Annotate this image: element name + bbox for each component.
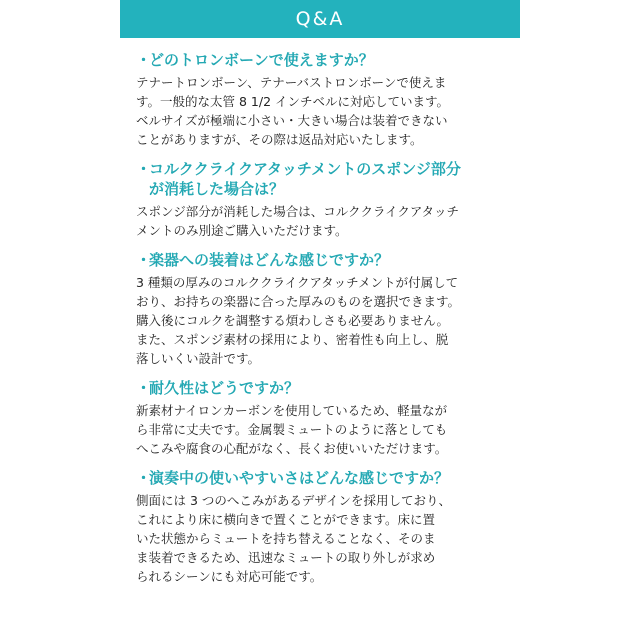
qa-item-sponge-wear	[136, 159, 520, 240]
answer-line: 購入後にコルクを調整する煩わしさも必要ありません。	[136, 313, 450, 328]
answer	[136, 73, 520, 149]
answer-line: 側面には 3 つのへこみがあるデザインを採用しており、	[136, 493, 452, 508]
answer-line: ベルサイズが極端に小さい・大きい場合は装着できない	[136, 113, 448, 128]
answer-line: す。一般的な太管 8 1/2 インチベルに対応しています。	[136, 94, 449, 109]
answer-line: メントのみ別途ご購入いただけます。	[136, 223, 348, 238]
question-text: 楽器への装着はどんな感じですか？	[149, 251, 390, 269]
answer-line: おり、お持ちの楽器に合った厚みのものを選択できます。	[136, 294, 461, 309]
question	[136, 468, 520, 488]
answer-line: ら非常に丈夫です。金属製ミュートのように落としても	[136, 422, 448, 437]
answer-line: いた状態からミュートを持ち替えることなく、そのま	[136, 531, 436, 546]
question-text: 演奏中の使いやすいさはどんな感じですか？	[149, 469, 450, 487]
qa-item-fitting	[136, 250, 520, 368]
answer-line: 新素材ナイロンカーボンを使用しているため、軽量なが	[136, 403, 448, 418]
question	[136, 378, 520, 398]
answer	[136, 401, 520, 458]
question-text: 耐久性はどうですか？	[149, 379, 300, 397]
question-text: どのトロンボーンで使えますか？	[149, 51, 374, 69]
answer-line: また、スポンジ素材の採用により、密着性も向上し、脱	[136, 332, 449, 347]
question-text-line2: が消耗した場合は？	[149, 180, 285, 198]
answer-line: 落しいくい設計です。	[136, 351, 261, 366]
answer	[136, 491, 520, 586]
qa-item-usability	[136, 468, 520, 586]
answer-line: 3 種類の厚みのコルククライクアタッチメントが付属して	[136, 275, 459, 290]
qa-list	[136, 50, 520, 596]
bullet-icon: ・	[136, 469, 152, 487]
header-banner	[120, 0, 520, 38]
answer	[136, 202, 520, 240]
answer-line: スポンジ部分が消耗した場合は、コルククライクアタッチ	[136, 204, 459, 219]
question	[136, 159, 520, 199]
answer-line: へこみや腐食の心配がなく、長くお使いいただけます。	[136, 441, 448, 456]
bullet-icon: ・	[136, 51, 152, 69]
qa-item-compatibility	[136, 50, 520, 149]
answer-line: これにより床に横向きで置くことができます。床に置	[136, 512, 436, 527]
answer-line: テナートロンボーン、テナーバストロンボーンで使えま	[136, 75, 447, 90]
question	[136, 250, 520, 270]
answer-line: ことがありますが、その際は返品対応いたします。	[136, 132, 423, 147]
question-text: コルククライクアタッチメントのスポンジ部分	[149, 160, 461, 178]
answer-line: ま装着できるため、迅速なミュートの取り外しが求め	[136, 550, 436, 565]
bullet-icon: ・	[136, 251, 152, 269]
question	[136, 50, 520, 70]
answer-line: られるシーンにも対応可能です。	[136, 569, 323, 584]
qa-item-durability	[136, 378, 520, 458]
header-title: Q&A	[295, 8, 345, 30]
bullet-icon: ・	[136, 160, 152, 178]
answer	[136, 273, 520, 368]
bullet-icon: ・	[136, 379, 152, 397]
